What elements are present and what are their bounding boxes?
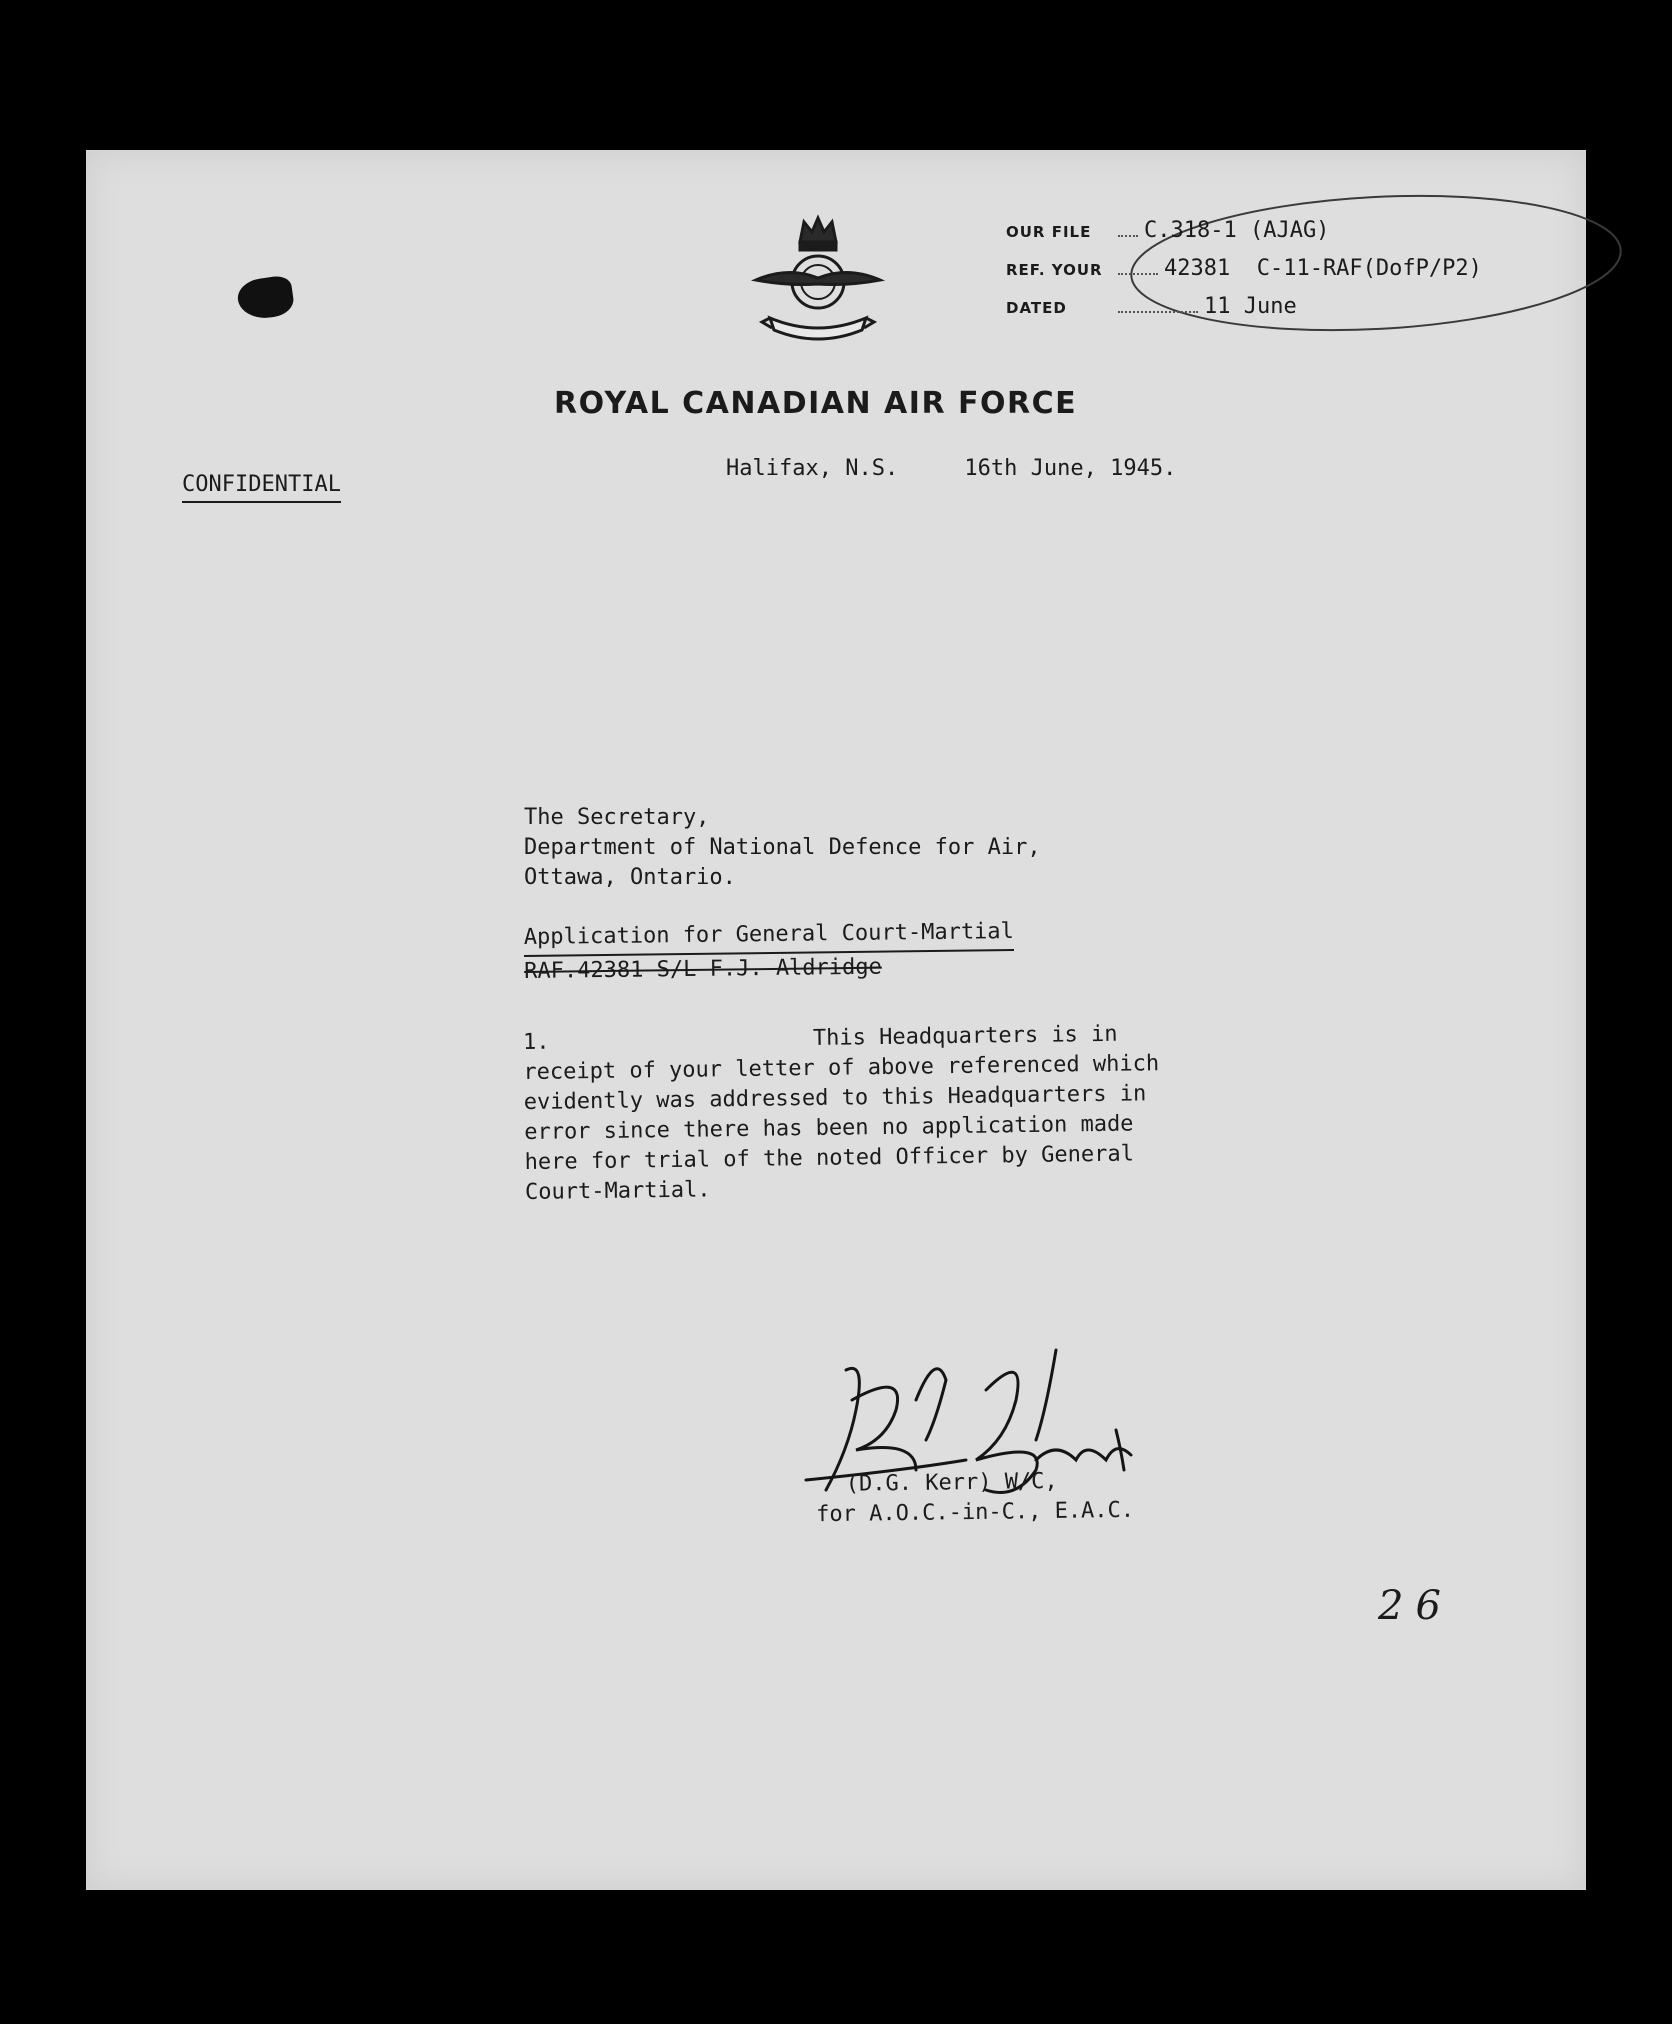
letter-body: [523, 1016, 1385, 1208]
signature-block: [816, 1466, 1135, 1530]
body-line: Court-Martial.: [524, 1177, 711, 1205]
body-line: receipt of your letter of above referenced which: [523, 1051, 1160, 1086]
place: Halifax, N.S.: [726, 456, 899, 481]
body-line: 1. This Headquarters is in: [523, 1016, 1383, 1058]
letterhead-title: ROYAL CANADIAN AIR FORCE: [554, 386, 1078, 421]
our-file-row: [1006, 218, 1482, 256]
addressee-line: Department of National Defence for Air,: [524, 835, 1041, 860]
subject-title: Application for General Court-Martial: [524, 917, 1014, 957]
our-file-value: C.318-1 (AJAG): [1144, 218, 1330, 243]
paragraph-number: 1.: [522, 1029, 550, 1056]
dated-row: [1006, 294, 1482, 332]
addressee-block: [524, 803, 1041, 893]
ref-your-row: [1006, 256, 1482, 294]
signatory-for-line: for A.O.C.-in-C., E.A.C.: [816, 1497, 1135, 1528]
place-date-line: [726, 456, 1176, 481]
ref-your-label: REF. YOUR: [1006, 261, 1103, 279]
subject-block: [524, 917, 1015, 987]
dated-label: DATED: [1006, 299, 1067, 317]
ink-blot: [235, 274, 295, 321]
our-file-label: OUR FILE: [1006, 223, 1092, 241]
body-line: error since there has been no application made: [524, 1111, 1134, 1146]
signatory-name: (D.G. Kerr) W/C,: [845, 1468, 1058, 1497]
page-number: 26: [1378, 1583, 1453, 1629]
dated-value: 11 June: [1204, 294, 1297, 319]
letter-date: 16th June, 1945.: [964, 456, 1177, 481]
ref-your-value: 42381 C-11-RAF(DofP/P2): [1164, 256, 1482, 281]
classification-marking: CONFIDENTIAL: [182, 472, 341, 503]
body-line: evidently was addressed to this Headquarters in: [523, 1081, 1147, 1116]
rcaf-crest-icon: [748, 210, 888, 350]
addressee-line: The Secretary,: [524, 805, 710, 830]
addressee-line: Ottawa, Ontario.: [524, 865, 736, 890]
letter-sheet: [86, 150, 1586, 1890]
reference-block: [1006, 218, 1482, 332]
subject-reference: RAF.42381 S/L F.J. Aldridge: [524, 954, 882, 984]
body-line: here for trial of the noted Officer by General: [524, 1141, 1135, 1175]
